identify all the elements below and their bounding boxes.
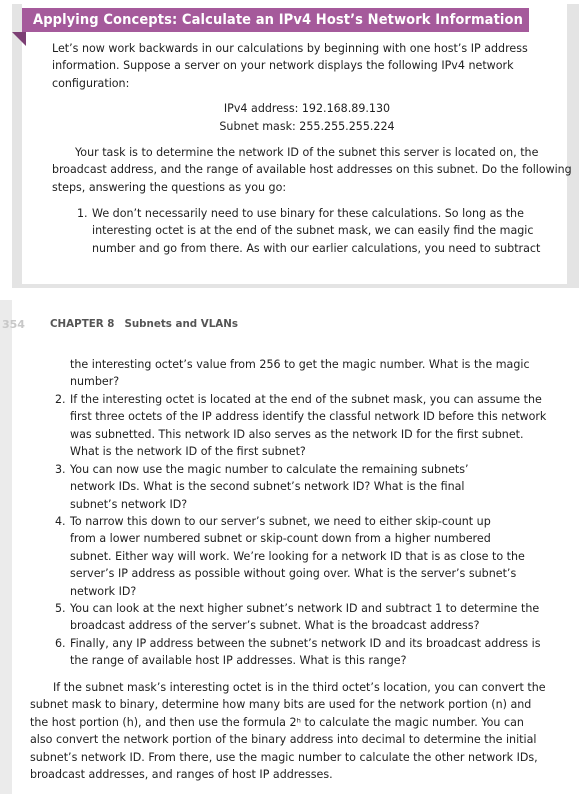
step-line: What is the network ID of the first subnet? [70, 445, 306, 458]
step-line: number? [70, 375, 120, 388]
step-line: network IDs. What is the second subnet’s network ID? What is the final [70, 480, 465, 493]
step-line: You can look at the next higher subnet’s network ID and subtract 1 to determine the [70, 602, 540, 615]
step-line: from a lower numbered subnet or skip-count down from a higher numbered [70, 532, 491, 545]
intro-line: information. Suppose a server on your network displays the following IPv4 network [52, 59, 514, 72]
task-line: steps, answering the questions as you go: [52, 181, 287, 194]
paragraph-line: broadcast addresses, and ranges of host IP addresses. [30, 768, 333, 781]
step-line: the range of available host IP addresses. What is this range? [70, 654, 407, 667]
step-line: Finally, any IP address between the subnet’s network ID and its broadcast address is [70, 637, 541, 650]
step-number: 1. [77, 207, 88, 220]
step-number: 4. [55, 515, 66, 528]
step-number: 2. [55, 393, 66, 406]
step-line: broadcast address of the server’s subnet. What is the broadcast address? [70, 619, 480, 632]
step-line: subnet. Either way will work. We’re looking for a network ID that is as close to the [70, 550, 525, 563]
step-line: was subnetted. This network ID also serves as the network ID for the first subnet. [70, 428, 524, 441]
subnet-mask-line: Subnet mask: 255.255.255.224 [219, 120, 395, 133]
paragraph-line: subnet’s network ID. From there, use the magic number to calculate the other network IDs, [30, 751, 538, 764]
step-number: 5. [55, 602, 66, 615]
intro-line: Let’s now work backwards in our calculations by beginning with one host’s IP address [52, 42, 528, 55]
ipv4-address-line: IPv4 address: 192.168.89.130 [223, 102, 391, 115]
step-line: server’s IP address as possible without going over. What is the server’s subnet’s [70, 567, 517, 580]
paragraph-line: also convert the network portion of the binary address into decimal to determine the initial [30, 733, 537, 746]
page-number: 354 [2, 318, 25, 331]
task-line: Your task is to determine the network ID of the subnet this server is located on, the [75, 146, 539, 159]
step-line: first three octets of the IP address identify the classful network ID before this network [70, 410, 547, 423]
chapter-header [50, 316, 238, 333]
step-line: number and go from there. As with our earlier calculations, you need to subtract [92, 242, 541, 255]
intro-line: configuration: [52, 77, 130, 90]
step-line: network ID? [70, 585, 137, 598]
page-gap [0, 288, 579, 300]
chapter-label: CHAPTER 8 [50, 318, 115, 330]
step-line: subnet’s network ID? [70, 498, 188, 511]
paragraph-line: the host portion (h), and then use the formula 2ʰ to calculate the magic number. You can [30, 716, 524, 729]
step-line: the interesting octet’s value from 256 to get the magic number. What is the magic [70, 358, 530, 371]
step-number: 6. [55, 637, 66, 650]
step-line: You can now use the magic number to calculate the remaining subnets’ [70, 463, 469, 476]
step-line: If the interesting octet is located at the end of the subnet mask, you can assume the [70, 393, 542, 406]
step-line: interesting octet is at the end of the subnet mask, we can easily find the magic [92, 224, 534, 237]
step-line: We don’t necessarily need to use binary for these calculations. So long as the [92, 207, 524, 220]
step-line: To narrow this down to our server’s subnet, we need to either skip-count up [70, 515, 491, 528]
banner-fold [12, 32, 26, 46]
paragraph-line: subnet mask to binary, determine how many bits are used for the network portion (n) and [30, 698, 532, 711]
task-line: broadcast address, and the range of available host addresses on this subnet. Do the following [52, 163, 572, 176]
step-number: 3. [55, 463, 66, 476]
sidebar-title: Applying Concepts: Calculate an IPv4 Host’s Network Information [33, 11, 523, 28]
paragraph-line: If the subnet mask’s interesting octet is in the third octet’s location, you can convert the [53, 681, 546, 694]
chapter-title: Subnets and VLANs [124, 318, 238, 330]
